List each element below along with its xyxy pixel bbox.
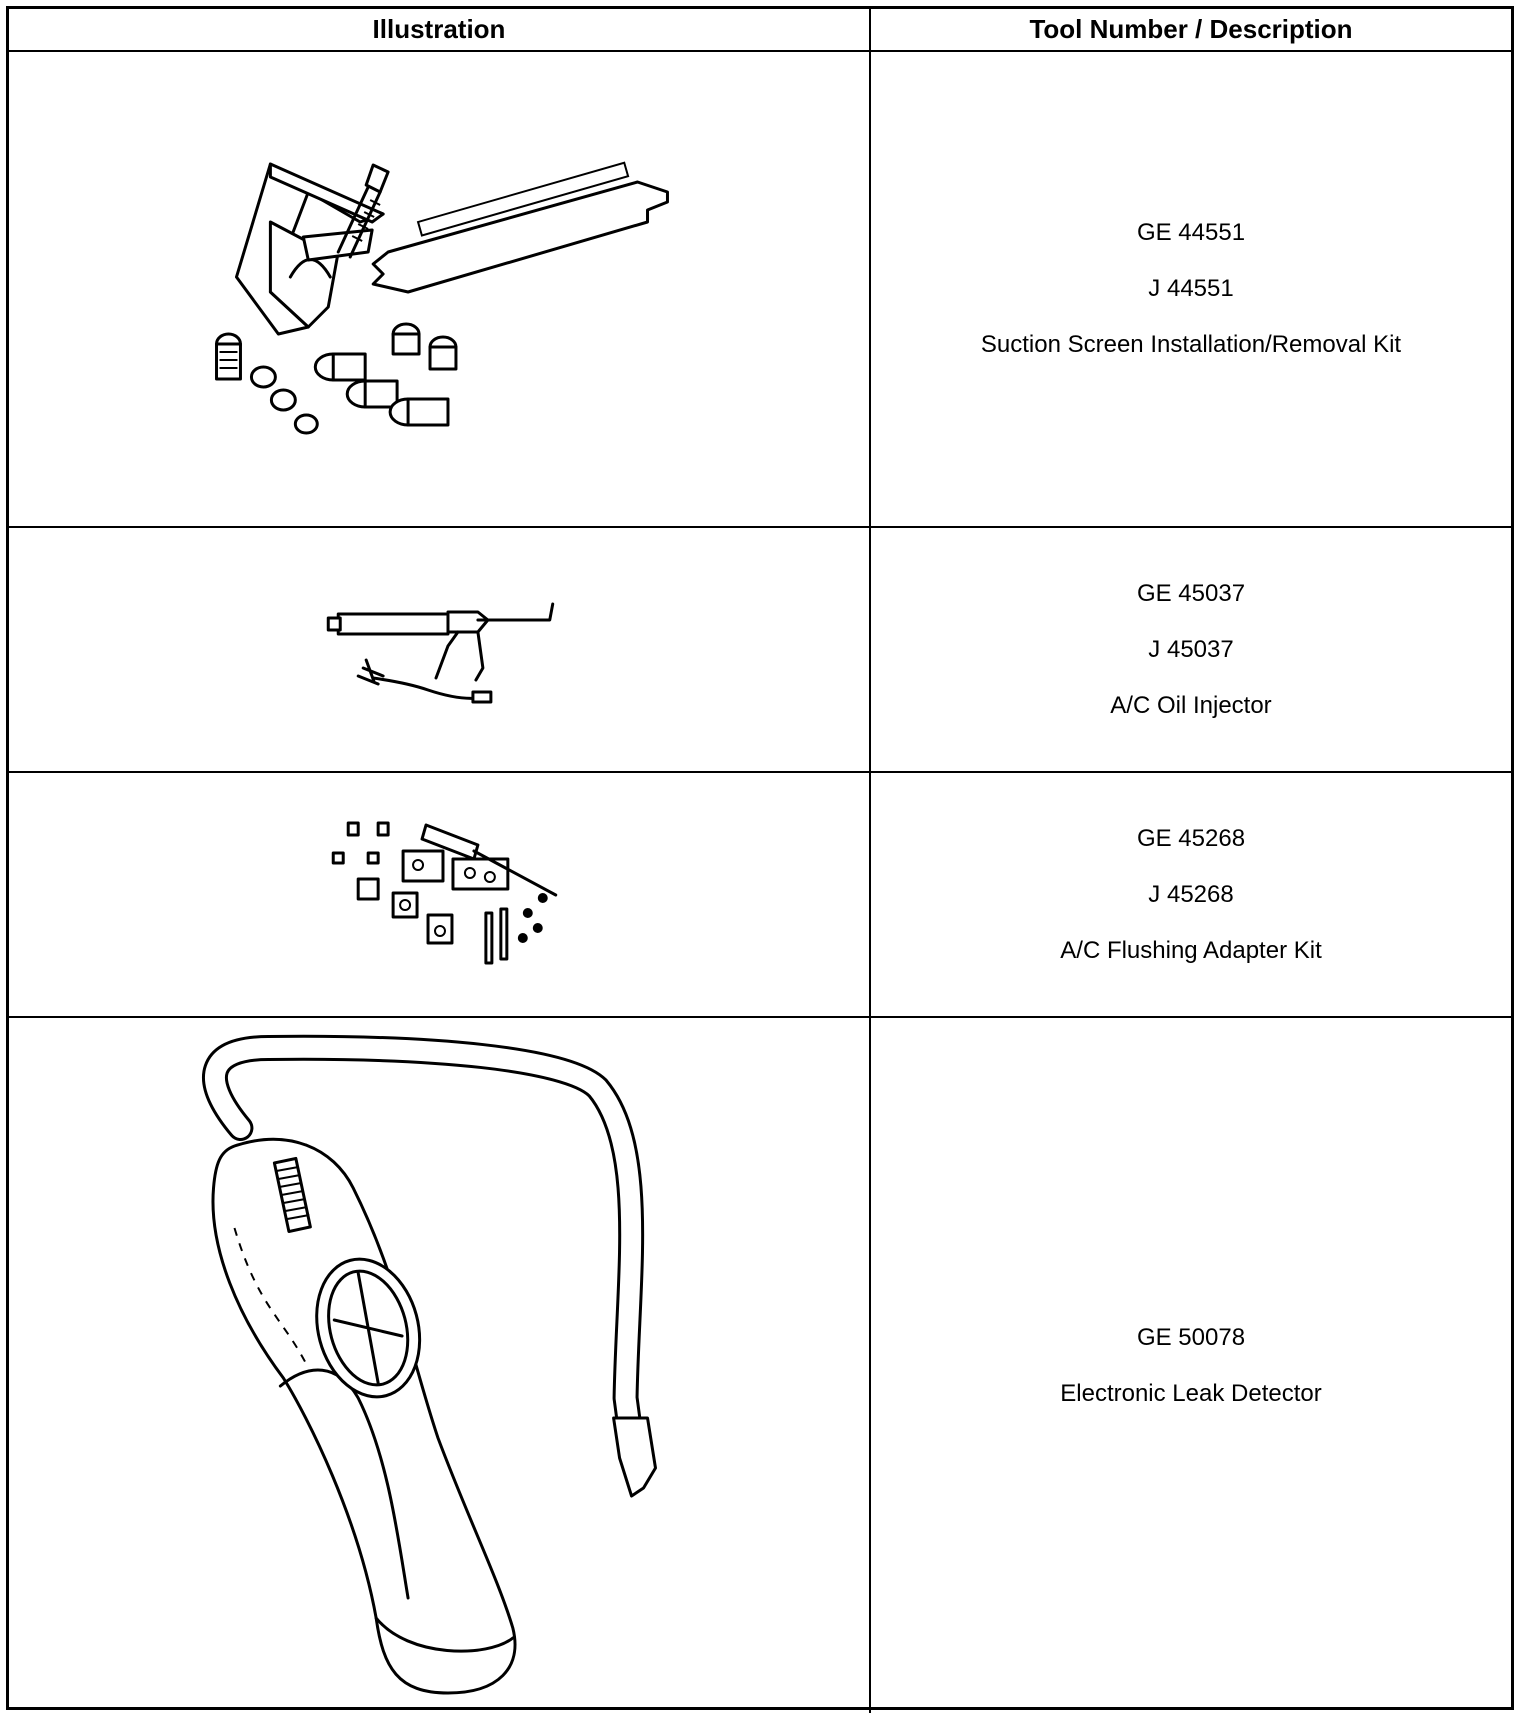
tool-name: Electronic Leak Detector bbox=[1060, 1379, 1322, 1407]
ge-tool-number: GE 44551 bbox=[1136, 219, 1246, 246]
j-tool-number: J 45268 bbox=[1148, 880, 1234, 908]
suction-screen-kit-illustration bbox=[9, 52, 871, 526]
leak-detector-illustration bbox=[9, 1018, 871, 1713]
tool-description bbox=[871, 52, 1511, 526]
j-tool-number: J 44551 bbox=[1148, 275, 1234, 302]
tool-description bbox=[871, 528, 1511, 771]
table-row bbox=[9, 773, 1511, 1018]
table-row bbox=[9, 528, 1511, 773]
tool-name: A/C Oil Injector bbox=[1110, 691, 1272, 719]
ge-tool-number: GE 50078 bbox=[1136, 1323, 1246, 1351]
tools-table bbox=[6, 6, 1514, 1710]
tool-column-header: Tool Number / Description bbox=[1029, 14, 1353, 44]
oil-injector-illustration bbox=[9, 528, 871, 771]
illustration-column-header: Illustration bbox=[9, 9, 871, 50]
flushing-adapter-kit-illustration bbox=[9, 773, 871, 1016]
tool-name: A/C Flushing Adapter Kit bbox=[1060, 936, 1322, 964]
j-tool-number: J 45037 bbox=[1148, 635, 1234, 663]
table-row bbox=[9, 1018, 1511, 1713]
ge-tool-number: GE 45268 bbox=[1136, 824, 1246, 852]
tool-description bbox=[871, 1018, 1511, 1713]
table-header-row bbox=[9, 9, 1511, 52]
ge-tool-number: GE 45037 bbox=[1136, 579, 1246, 607]
tool-description bbox=[871, 773, 1511, 1016]
tool-name: Suction Screen Installation/Removal Kit bbox=[980, 331, 1402, 358]
table-row bbox=[9, 52, 1511, 528]
